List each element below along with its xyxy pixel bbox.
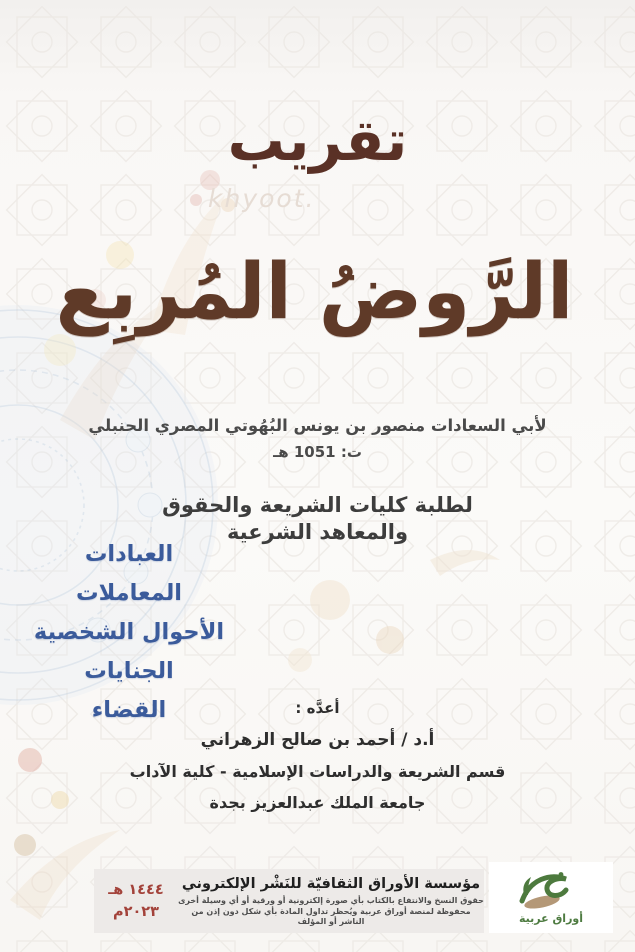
gregorian-year: ٢٠٢٣م: [112, 904, 160, 920]
publication-years: [94, 879, 178, 923]
author-death-date: ت: 1051 هـ: [273, 443, 362, 461]
preparer-name: أ.د / أحمد بن صالح الزهراني: [200, 730, 435, 750]
author-line: لأبي السعادات منصور بن يونس البُهُوتي المصري الحنبلي: [88, 416, 547, 435]
watermark-text: khyoot.: [208, 184, 316, 213]
topic-item: العبادات: [84, 541, 174, 567]
hijri-year: ١٤٤٤ هـ: [108, 882, 164, 898]
topic-item: الأحوال الشخصية: [33, 619, 225, 645]
department-line: قسم الشريعة والدراسات الإسلامية - كلية الآداب: [129, 762, 506, 781]
publisher-text-block: [178, 874, 484, 928]
audience-line-1: لطلبة كليات الشريعة والحقوق: [162, 493, 473, 517]
topic-item: المعاملات: [75, 580, 183, 606]
prepared-by-block: [40, 699, 595, 812]
awraq-arabia-logo-icon: [514, 871, 588, 915]
copyright-line-2: محفوظة لمنصة أوراق عربية ويُحظر تداول المادة بأي شكل دون إذن من الناشر أو المؤلف: [191, 906, 471, 927]
audience-line-2: والمعاهد الشرعية: [226, 520, 409, 544]
series-title: تقريب: [227, 108, 408, 174]
university-line: جامعة الملك عبدالعزيز بجدة: [209, 793, 426, 812]
topic-item: القضاء: [91, 697, 167, 723]
topic-item: الجنايات: [84, 658, 174, 684]
publisher-name: مؤسسة الأوراق الثقافيّة للنَشْر الإلكتروني: [181, 876, 481, 893]
audience-block: [0, 492, 635, 546]
copyright-line-1: حقوق النسخ والانتفاع بالكتاب بأي صورة إلكترونية أو ورقية أو أي وسيلة أخرى: [178, 896, 484, 906]
publisher-bar: [94, 869, 484, 933]
main-title: الرَّوضُ المُربِع: [55, 248, 574, 337]
copyright-notice: [178, 896, 484, 928]
publisher-logo: [489, 862, 613, 933]
prepared-by-label: أعدَّه :: [295, 699, 340, 717]
logo-wordmark: أوراق عربية: [518, 911, 584, 925]
